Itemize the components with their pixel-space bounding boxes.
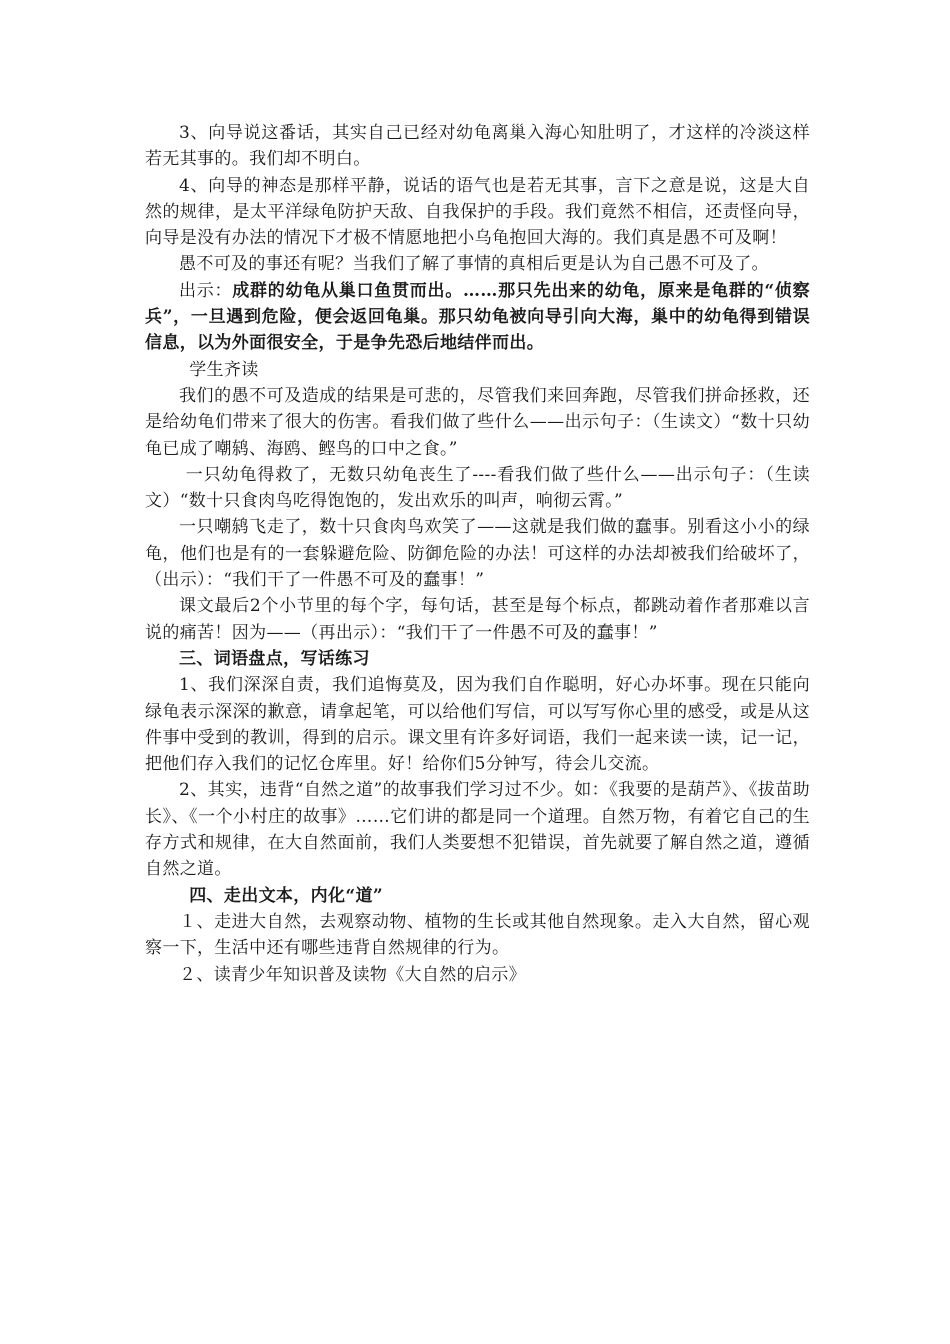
document-body xyxy=(145,120,810,988)
show-quote-bold: 成群的幼龟从巢口鱼贯而出。……那只先出来的幼龟，原来是龟群的“侦察兵”，一旦遇到危险，便会返回龟巢。那只幼龟被向导引向大海，巢中的幼龟得到错误信息，以为外面很安全，于是争先恐后地结伴而出。 xyxy=(145,280,811,354)
paragraph-sad-result: 我们的愚不可及造成的结果是可悲的，尽管我们来回奔跑，尽管我们拼命拯救，还是给幼龟们带来了很大的伤害。看我们做了些什么——出示句子：（生读文）“数十只幼龟已成了嘲鸫、海鸥、鲣鸟的口中之食。” xyxy=(145,385,810,459)
heading-section-3: 三、词语盘点，写话练习 xyxy=(179,648,370,669)
paragraph-foolish-more: 愚不可及的事还有呢？当我们了解了事情的真相后更是认为自己愚不可及了。 xyxy=(179,254,769,275)
paragraph-last-sections: 课文最后2个小节里的每个字，每句话，甚至是每个标点，都跳动着作者那难以言说的痛苦！因为——（再出示）：“我们干了一件愚不可及的蠢事！” xyxy=(145,596,810,643)
paragraph-mockingbird: 一只嘲鸫飞走了，数十只食肉鸟欢笑了——这就是我们做的蠢事。别看这小小的绿龟，他们也是有的一套躲避危险、防御危险的办法！可这样的办法却被我们给破坏了，（出示）：“我们干了一件愚不可及的蠢事！” xyxy=(145,517,810,591)
paragraph-extension-1: １、走进大自然，去观察动物、植物的生长或其他自然现象。走入大自然，留心观察一下，生活中还有哪些违背自然规律的行为。 xyxy=(145,911,810,959)
paragraph-point-4: 4、向导的神态是那样平静，说话的语气也是若无其事，言下之意是说，这是大自然的规律，是太平洋绿龟防护天敌、自我保护的手段。我们竟然不相信，还责怪向导，向导是没有办法的情况下才极不情愿地把小乌龟抱回大海的。我们真是愚不可及啊！ xyxy=(145,175,810,249)
paragraph-extension-2: ２、读青少年知识普及读物《大自然的启示》 xyxy=(179,964,526,985)
paragraph-show-quote xyxy=(145,278,810,357)
heading-section-4: 四、走出文本，内化“道” xyxy=(189,885,383,906)
show-label: 出示： xyxy=(179,280,233,301)
paragraph-task-1: 1、我们深深自责，我们追悔莫及，因为我们自作聪明，好心办坏事。现在只能向绿龟表示深深的歉意，请拿起笔，可以给他们写信，可以写写你心里的感受，或是从这件事中受到的教训，得到的启示。课文里有许多好词语，我们一起来读一读，记一记，把他们存入我们的记忆仓库里。好！给你们5分钟写，待会儿交流。 xyxy=(145,675,810,775)
paragraph-students-read: 学生齐读 xyxy=(189,359,259,380)
paragraph-one-saved: 一只幼龟得救了，无数只幼龟丧生了----看我们做了些什么——出示句子：（生读文）“数十只食肉鸟吃得饱饱的，发出欢乐的叫声，响彻云霄。” xyxy=(145,464,810,512)
paragraph-task-2: 2、其实，违背“自然之道”的故事我们学习过不少。如：《我要的是葫芦》、《拔苗助长》、《一个小村庄的故事》……它们讲的都是同一个道理。自然万物，有着它自己的生存方式和规律，在大自然面前，我们人类要想不犯错误，首先就要了解自然之道，遵循自然之道。 xyxy=(145,780,810,880)
paragraph-point-3: 3、向导说这番话，其实自己已经对幼龟离巢入海心知肚明了，才这样的冷淡这样若无其事的。我们却不明白。 xyxy=(145,123,810,170)
